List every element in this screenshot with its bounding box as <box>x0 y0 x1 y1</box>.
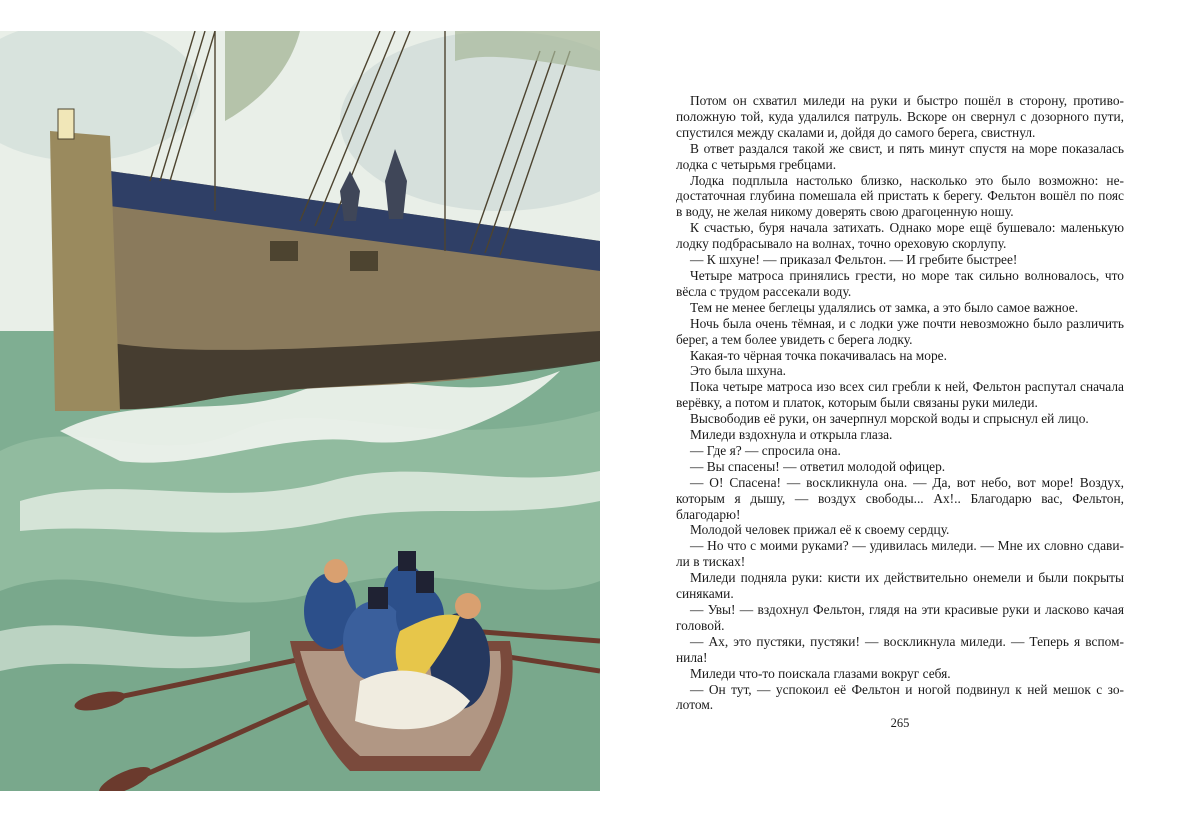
top-hat-icon <box>368 587 388 609</box>
top-hat-icon <box>416 571 434 593</box>
ship-rowboat-illustration <box>0 31 600 791</box>
paragraph: Миледи вздохнула и открыла глаза. <box>690 427 893 443</box>
felton-head <box>455 593 481 619</box>
ship-stern <box>50 131 120 411</box>
paragraph: В ответ раздался такой же свист, и пять минут спустя на море показалась лодка с четырьмя гребцами. <box>676 140 1124 172</box>
paragraph: Пока четыре матроса изо всех сил гребли к ней, Фельтон распутал сначала верёвку, а потом и платок, которым были связаны руки миледи. <box>676 379 1124 411</box>
paragraph: — Вы спасены! — ответил молодой офицер. <box>690 458 946 474</box>
rower-head <box>324 559 348 583</box>
top-hat-icon <box>398 551 416 571</box>
paragraph: — Но что с моими руками? — удивилась миледи. — Мне их словно сдавили в тисках! <box>676 538 1124 570</box>
lantern <box>58 109 74 139</box>
paragraph: Ночь была очень тёмная, и с лодки уже почти невозможно было различить берег, а тем более увидеть с берега лодку. <box>676 315 1124 347</box>
paragraph: Тем не менее беглецы удалялись от замка, а это было самое важное. <box>690 299 1079 315</box>
paragraph: — Увы! — вздохнул Фельтон, глядя на эти красивые руки и ласково качая головой. <box>676 602 1124 633</box>
paragraph: Это была шхуна. <box>690 363 786 379</box>
paragraph: Четыре матроса принялись грести, но море так сильно волновалось, что вёсла с трудом рассекали воду. <box>676 267 1124 299</box>
paragraph: К счастью, буря начала затихать. Однако море ещё бушевало: маленькую лодку подбрасывало на волнах, точно ореховую скорлупу. <box>676 220 1124 252</box>
porthole <box>350 251 378 271</box>
paragraph: — О! Спасена! — воскликнула она. — Да, вот небо, вот море! Воздух, которым я дышу, — воздух свободы... Ах!.. Благодарю вас, Фельтон, благодарю! <box>676 474 1124 522</box>
porthole <box>270 241 298 261</box>
paragraph: Потом он схватил миледи на руки и быстро пошёл в сторону, противоположную той, куда удалился патруль. Вскоре он свернул с дозорного пути, спустился между скалами и, дойдя до самого берега, свистнул. <box>676 93 1124 140</box>
paragraph: — Где я? — спросила она. <box>690 442 841 458</box>
paragraph: Молодой человек прижал её к своему сердцу. <box>690 522 950 538</box>
paragraph: — К шхуне! — приказал Фельтон. — И гребите быстрее! <box>690 252 1018 268</box>
watercolor-illustration <box>0 31 600 791</box>
text-page <box>676 93 1124 713</box>
paragraph: — Ах, это пустяки, пустяки! — воскликнула миледи. — Теперь я вспомнила! <box>676 633 1124 665</box>
paragraph: Какая-то чёрная точка покачивалась на море. <box>690 347 947 363</box>
paragraph: Миледи что-то поискала глазами вокруг себя. <box>690 665 951 681</box>
paragraph: Миледи подняла руки: кисти их действительно онемели и были покрыты синяками. <box>676 570 1124 602</box>
paragraph: Лодка подплыла настолько близко, насколько это было возможно: недостаточная глубина помешала ей пристать к берегу. Фельтон вошёл по пояс в воду, не желая никому доверять свою драгоценную ношу. <box>676 172 1124 220</box>
page-number: 265 <box>890 716 910 730</box>
paragraph: — Он тут, — успокоил её Фельтон и ногой подвинул к ней мешок с золотом. <box>676 681 1124 713</box>
paragraph: Высвободив её руки, он зачерпнул морской воды и спрыснул ей лицо. <box>690 411 1089 427</box>
